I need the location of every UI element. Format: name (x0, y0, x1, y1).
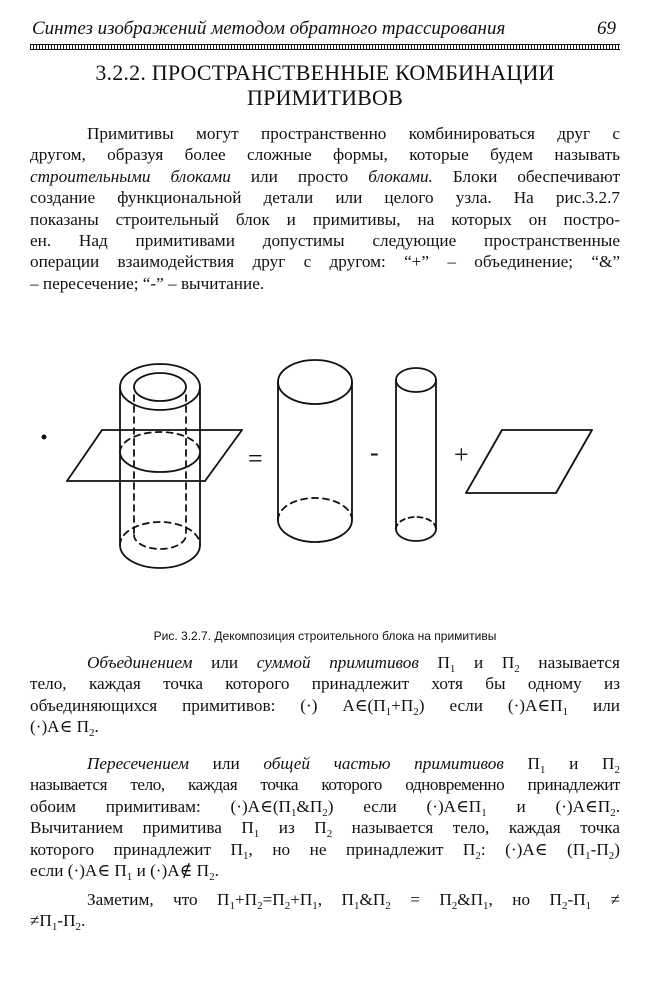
text: &П (359, 890, 386, 909)
equals-sign: = (248, 444, 263, 473)
section-heading (30, 60, 620, 110)
intersection-line (30, 796, 620, 817)
text: +П (234, 890, 258, 909)
text: или (568, 695, 620, 715)
subscript: 2 (561, 900, 568, 912)
outer-cylinder-bottom (120, 545, 200, 568)
text: ) если (·)A∈П (418, 695, 563, 715)
intro-line (30, 166, 620, 187)
text: ≠ (591, 890, 620, 909)
text: , но не принадлежит П (248, 839, 476, 859)
text: =П (262, 890, 285, 909)
large-cylinder-bottom-hidden (278, 498, 352, 520)
text: из П (259, 818, 327, 838)
text: (·)A∈ П (30, 717, 90, 737)
subscript: 1 (585, 849, 591, 862)
term-common-part: общей частью примитивов (263, 754, 504, 773)
subscript: 2 (608, 849, 615, 862)
subscript: 1 (51, 921, 58, 934)
small-cylinder-bottom-hidden (396, 517, 436, 529)
intro-line: создание функциональной детали или целого узла. На рис.3.2.7 (30, 188, 620, 208)
intro-line: операции взаимодействия друг с другом: “+” – объединение; “&” (30, 252, 620, 272)
section-title-line-2: ПРИМИТИВОВ (246, 85, 404, 110)
subscript: 2 (89, 727, 95, 740)
plane-drawing (466, 430, 592, 493)
intro-line: ен. Над примитивами допустимы следующие пространственные (30, 231, 620, 251)
text: и (·)A∉ П (132, 861, 210, 881)
subscript: 1 (449, 663, 456, 675)
text: . (81, 911, 86, 931)
subscript: 2 (413, 705, 419, 718)
intro-line: Примитивы могут пространственно комбинироваться друг с (87, 124, 620, 143)
plane-edge (466, 430, 502, 493)
subscript: 2 (475, 849, 481, 862)
text: или (192, 653, 257, 672)
text: -П (57, 911, 76, 931)
text: . (615, 796, 620, 816)
subscript: 2 (257, 900, 263, 912)
text: ) (614, 839, 621, 859)
intersection-line: называется тело, каждая точка которого одновременно принадлежит (30, 775, 620, 795)
small-cylinder-top (396, 368, 436, 392)
running-head (30, 14, 620, 44)
building-block-drawing (67, 364, 242, 568)
text: &П (457, 890, 484, 909)
section-ellipse (120, 452, 200, 472)
subscript: 1 (229, 900, 235, 912)
text: и П (455, 653, 515, 672)
subscript: 2 (514, 663, 520, 675)
text: обоим примитивам: (·)A∈(П (30, 796, 291, 816)
intro-line: другом, образуя более сложные формы, которые будем называть (30, 145, 620, 165)
term-intersection: Пересечением (87, 754, 189, 773)
intersection-line (30, 753, 620, 774)
text: +П (391, 695, 414, 715)
intro-paragraph (30, 123, 620, 294)
text: если (·)A∈ П (30, 861, 127, 881)
subscript: 1 (585, 900, 592, 912)
subscript: 1 (483, 900, 489, 912)
plane-edge (67, 430, 102, 481)
text: &П (296, 796, 323, 816)
text: Вычитанием примитива П (30, 818, 254, 838)
header-rule (30, 44, 620, 50)
subscript: 1 (290, 806, 297, 819)
plane-edge (205, 430, 242, 481)
intro-text: или просто (230, 166, 369, 186)
text: -П (567, 890, 586, 909)
subscript: 1 (253, 828, 260, 841)
remark-line (30, 910, 620, 934)
text: или (188, 754, 264, 773)
intersection-line (30, 839, 620, 860)
subscript: 2 (284, 900, 291, 912)
inner-hole-top (134, 373, 186, 401)
text: = П (390, 890, 452, 909)
large-cylinder-bottom (278, 520, 352, 542)
text: , П (317, 890, 354, 909)
text: . (214, 861, 219, 881)
text: называется тело, каждая точка (332, 818, 620, 838)
subscript: 2 (610, 806, 616, 819)
intersection-paragraph (30, 753, 621, 884)
plus-sign: + (454, 440, 469, 469)
text: ≠П (30, 911, 52, 931)
hole-bottom-hidden (134, 535, 186, 549)
subscript: 1 (312, 900, 318, 912)
text: которого принадлежит П (30, 839, 243, 859)
text: и (·)A∈П (486, 796, 611, 816)
subscript: 2 (209, 871, 215, 884)
text: П (503, 754, 540, 773)
running-title: Синтез изображений методом обратного трассирования (32, 18, 506, 39)
subscript: 1 (385, 705, 392, 718)
small-cylinder-bottom (396, 529, 436, 541)
text: объединяющихся примитивов: (·) A∈(П (30, 695, 386, 715)
subscript: 2 (451, 900, 458, 912)
term-union: Объединением (87, 653, 193, 672)
subscript: 1 (353, 900, 360, 912)
text: и П (545, 754, 615, 773)
figure-dot (42, 435, 47, 440)
plane-edge (556, 430, 592, 493)
union-line (30, 695, 620, 716)
text: : (·)A∈ (П (480, 839, 586, 859)
large-cylinder-top (278, 360, 352, 404)
figure-caption: Рис. 3.2.7. Декомпозиция строительного блока на примитивы (153, 629, 497, 643)
term-sum: суммой примитивов (256, 653, 419, 672)
subscript: 1 (539, 764, 546, 776)
intersection-line (30, 860, 620, 884)
large-cylinder-drawing (278, 360, 352, 542)
subscript: 1 (242, 849, 249, 862)
intro-line: – пересечение; “-” – вычитание. (30, 273, 265, 293)
text: ) если (·)A∈П (327, 796, 482, 816)
text: -П (590, 839, 609, 859)
text: . (94, 717, 99, 737)
remark-line (30, 889, 620, 910)
text: П (418, 653, 450, 672)
page-number: 69 (597, 18, 616, 39)
union-line (30, 716, 620, 740)
union-line (30, 652, 620, 673)
intro-text: Блоки обеспечивают (432, 166, 620, 186)
subscript: 2 (75, 921, 81, 934)
text: Заметим, что П (87, 890, 230, 909)
subscript: 2 (326, 828, 333, 841)
subscript: 1 (126, 871, 133, 884)
subscript: 2 (385, 900, 391, 912)
minus-sign: - (370, 438, 379, 467)
intersection-line (30, 817, 620, 841)
subscript: 2 (322, 806, 328, 819)
remark-paragraph (30, 889, 620, 932)
term-building-blocks: строительными блоками (30, 166, 231, 186)
intro-line: показаны строительный блок и примитивы, на которых он постро- (30, 209, 620, 229)
text: , но П (488, 890, 562, 909)
term-blocks: блоками. (368, 166, 433, 186)
union-paragraph (30, 652, 620, 738)
union-line: тело, каждая точка которого принадлежит хотя бы одному из (30, 674, 620, 694)
text: называется (519, 653, 620, 672)
subscript: 2 (614, 764, 620, 776)
section-title-line-1: 3.2.2. ПРОСТРАНСТВЕННЫЕ КОМБИНАЦИИ (95, 60, 555, 85)
small-cylinder-drawing (396, 368, 436, 541)
outer-cylinder-top (120, 364, 200, 410)
subscript: 1 (562, 705, 569, 718)
figure-block-decomposition (30, 345, 630, 575)
outer-cylinder-bottom-hidden (120, 522, 200, 545)
text: +П (290, 890, 313, 909)
subscript: 1 (481, 806, 487, 819)
section-ellipse-hidden (120, 432, 200, 452)
